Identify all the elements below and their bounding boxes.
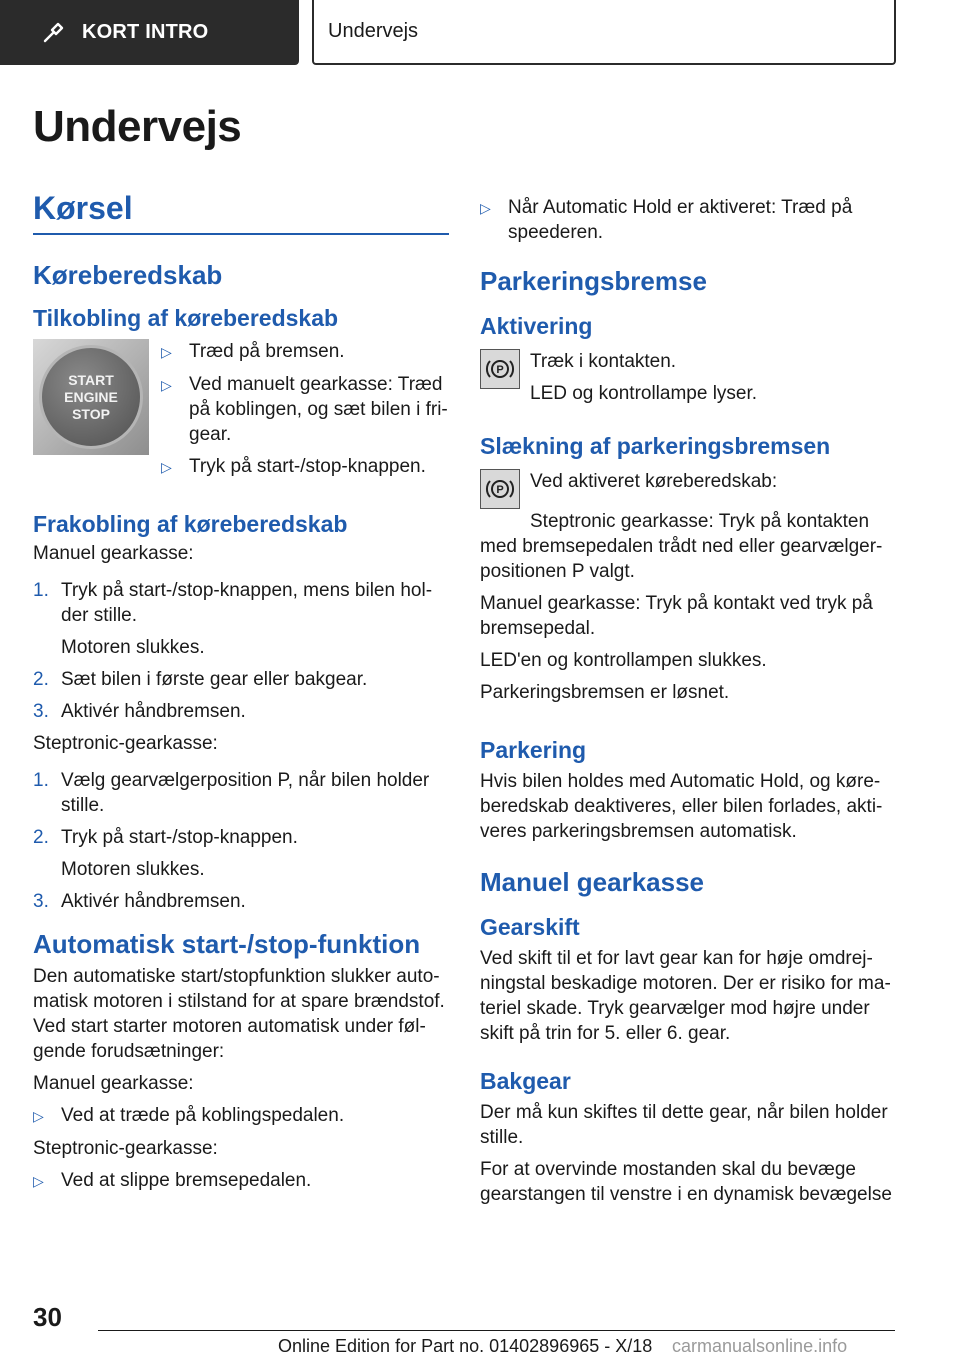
heading-tilkobling: Tilkobling af køreberedskab (33, 305, 339, 331)
heading-parkering: Parkering (480, 737, 587, 763)
slaekning-block (480, 469, 895, 509)
parking-brake-icon (480, 469, 520, 509)
bakgear-paragraph: For at overvinde mostanden skal du bevæge gearstangen til venstre i en dynamisk bevægelse (480, 1159, 892, 1205)
list-item: ▷ Ved at træde på koblingspedalen. (33, 1103, 449, 1129)
auto-start-paragraph: Den automatiske start/stopfunktion slukker auto-matisk motoren i stilstand for at spare brændstof. Ved start starter motoren automatisk under føl-gende forudsætninger: (33, 966, 445, 1062)
aktivering-block (480, 349, 895, 413)
heading-manuel-gearkasse: Manuel gearkasse (480, 867, 705, 897)
slaekning-line: Ved aktiveret køreberedskab: (530, 471, 778, 492)
tilkobling-block (33, 339, 449, 487)
list-item: ▷ Træd på bremsen. (161, 339, 449, 365)
right-column (480, 195, 895, 1214)
header-tab-label: KORT INTRO (82, 21, 209, 43)
heading-parkeringsbremse: Parkeringsbremse (480, 266, 707, 296)
list-item: 2. Sæt bilen i første gear eller bakgear. (33, 669, 368, 690)
auto-manuel-label: Manuel gearkasse: (33, 1073, 194, 1094)
heading-slaekning: Slækning af parkeringsbremsen (480, 433, 831, 459)
step-sub: Motoren slukkes. (61, 637, 205, 658)
heading-aktivering: Aktivering (480, 313, 593, 339)
slaekning-steptronic: Steptronic gearkasse: Tryk på kontakten med bremsepedalen trådt ned eller gearvælger-positionen P valgt. (480, 511, 883, 582)
triangle-bullet-icon: ▷ (480, 200, 491, 216)
watermark: carmanualsonline.info (672, 1336, 848, 1356)
list-item: ▷ Ved at slippe bremsepedalen. (33, 1168, 449, 1194)
aktivering-line: Træk i kontakten. (530, 351, 677, 372)
slaekning-paragraph: Manuel gearkasse: Tryk på kontakt ved tryk på bremsepedal. (480, 593, 873, 639)
header-tab-section[interactable] (312, 0, 896, 65)
svg-text:P: P (496, 484, 504, 496)
list-item: 3. Aktivér håndbremsen. (33, 891, 246, 912)
heading-koreberedskab: Køreberedskab (33, 260, 223, 290)
page-number: 30 (33, 1302, 62, 1332)
manuel-label: Manuel gearkasse: (33, 543, 194, 564)
list-item: ▷ Ved manuelt gearkasse: Træd på koblingen, og sæt bilen i fri-gear. (161, 374, 448, 445)
triangle-bullet-icon: ▷ (161, 344, 172, 360)
heading-gearskift: Gearskift (480, 914, 580, 940)
slaekning-paragraph: Parkeringsbremsen er løsnet. (480, 682, 730, 703)
header-section-label: Undervejs (328, 20, 419, 42)
page-title: Undervejs (33, 102, 242, 151)
list-item: 3. Aktivér håndbremsen. (33, 701, 246, 722)
wrench-arrow-icon (42, 22, 64, 44)
parking-brake-icon (480, 349, 520, 389)
left-column (33, 190, 449, 1201)
bakgear-paragraph: Der må kun skiftes til dette gear, når bilen holder stille. (480, 1102, 888, 1148)
list-item: ▷ Når Automatic Hold er aktiveret: Træd på speederen. (480, 197, 853, 243)
step-sub: Motoren slukkes. (61, 859, 205, 880)
parkering-paragraph: Hvis bilen holdes med Automatic Hold, og køre-beredskab deaktiveres, eller bilen forlades, akti-veres parkeringsbremsen automatisk. (480, 771, 883, 842)
section-title-korsel: Kørsel (33, 190, 449, 235)
triangle-bullet-icon: ▷ (161, 377, 172, 393)
start-engine-stop-button-image (33, 339, 149, 455)
footer-edition: Online Edition for Part no. 01402896965 - X/18 (278, 1336, 653, 1356)
heading-frakobling: Frakobling af køreberedskab (33, 511, 348, 537)
engine-label: ENGINE (64, 388, 118, 405)
list-item: ▷ Tryk på start-/stop-knappen. (161, 454, 449, 480)
list-item: 2. Tryk på start-/stop-knappen. (33, 827, 298, 848)
svg-text:P: P (496, 364, 504, 376)
steptronic-label: Steptronic-gearkasse: (33, 733, 218, 754)
start-label: START (68, 371, 114, 388)
triangle-bullet-icon: ▷ (33, 1173, 44, 1189)
footer-divider (98, 1330, 895, 1331)
list-item: 1. Vælg gearvælgerposition P, når bilen holder stille. (33, 770, 430, 816)
gearskift-paragraph: Ved skift til et for lavt gear kan for høje omdrej-ningstal beskadige motoren. Der er risiko for ma-teriel skade. Tryk gearvælger mod højre under skift på trin for 5. eller 6. gear. (480, 948, 891, 1044)
aktivering-line: LED og kontrollampe lyser. (530, 383, 758, 404)
heading-bakgear: Bakgear (480, 1068, 571, 1094)
slaekning-paragraph: LED'en og kontrollampen slukkes. (480, 650, 767, 671)
triangle-bullet-icon: ▷ (33, 1108, 44, 1124)
heading-auto-start-stop: Automatisk start-/stop-funktion (33, 929, 421, 959)
triangle-bullet-icon: ▷ (161, 459, 172, 475)
auto-steptronic-label: Steptronic-gearkasse: (33, 1138, 218, 1159)
stop-label: STOP (72, 405, 110, 422)
header-tab-kort-intro[interactable] (0, 0, 299, 65)
list-item: 1. Tryk på start-/stop-knappen, mens bilen hol-der stille. (33, 580, 433, 626)
